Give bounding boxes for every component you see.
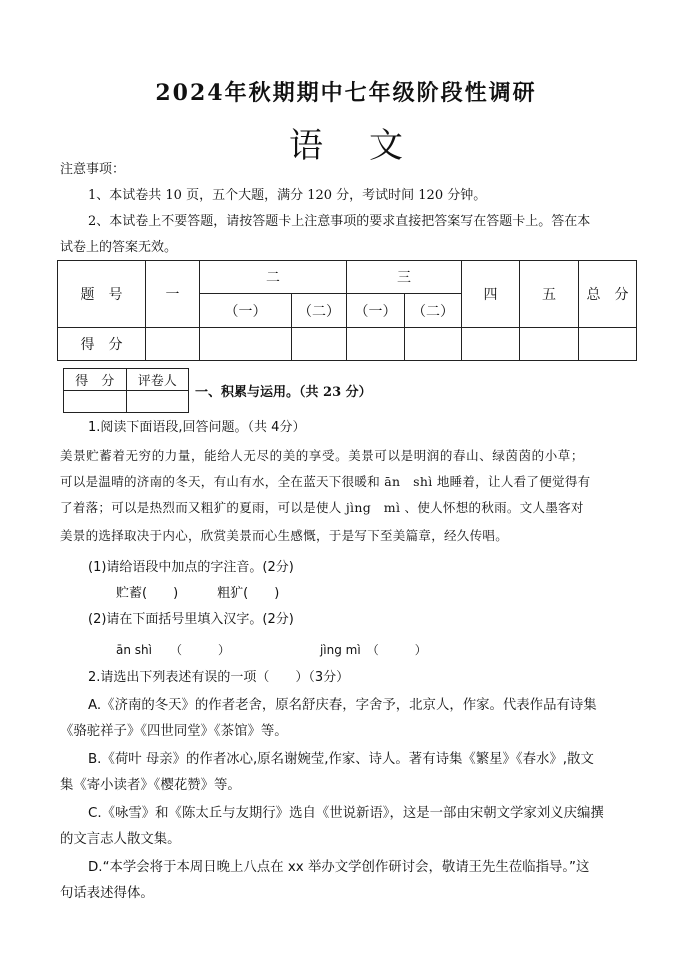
passage-line-3: 了着落；可以是热烈而又粗犷的夏雨，可以是使人 jìng mì 、使人怀想的秋雨。文人墨客对 <box>60 500 584 515</box>
question-1-sub-2-words: ān shì （ ） jìng mì （ ） <box>116 643 427 657</box>
question-1-sub-1-words: 贮蓄( ) 粗犷( ) <box>116 586 280 601</box>
notice-heading: 注意事项： <box>60 162 126 177</box>
grader-name-cell <box>126 391 189 413</box>
score-cell <box>462 328 520 361</box>
section-1-title: 一、积累与运用。（共 23 分） <box>195 385 372 400</box>
grader-score-cell <box>64 391 127 413</box>
notice-item-2: 2、本试卷上不要答题，请按答题卡上注意事项的要求直接把答案写在答题卡上。答在本 <box>88 214 591 229</box>
label-question-number: 题 号 <box>58 261 146 328</box>
col-section-2: 二 <box>200 261 347 294</box>
exam-title: 2024年秋期期中七年级阶段性调研 <box>155 80 537 106</box>
col-section-4: 四 <box>462 261 520 328</box>
grader-label: 评卷人 <box>126 369 189 391</box>
option-d-line-2: 句话表述得体。 <box>60 886 154 901</box>
score-cell <box>405 328 462 361</box>
col-section-3-sub-2: （二） <box>405 294 462 328</box>
score-cell <box>520 328 579 361</box>
option-c-line-2: 的文言志人散文集。 <box>60 832 181 847</box>
col-section-5: 五 <box>520 261 579 328</box>
question-1-sub-2: (2)请在下面括号里填入汉字。(2分) <box>88 612 294 627</box>
notice-item-2-cont: 试卷上的答案无效。 <box>60 240 178 255</box>
score-cell <box>292 328 347 361</box>
score-table <box>57 260 637 361</box>
option-a-line-2: 《骆驼祥子》《四世同堂》《茶馆》等。 <box>60 724 288 739</box>
col-section-3: 三 <box>347 261 462 294</box>
grader-score-label: 得 分 <box>64 369 127 391</box>
col-total: 总 分 <box>579 261 637 328</box>
passage-line-2: 可以是温晴的济南的冬天，有山有水，全在蓝天下很暖和 ān shì 地睡着，让人看了便觉得有 <box>60 474 591 489</box>
col-section-3-sub-1: （一） <box>347 294 405 328</box>
option-b-line-1: B.《荷叶 母亲》的作者冰心,原名谢婉莹,作家、诗人。著有诗集《繁星》《春水》,散文 <box>88 752 594 767</box>
col-section-1: 一 <box>146 261 200 328</box>
subject-title: 语文 <box>289 126 449 166</box>
option-d-line-1: D.“本学会将于本周日晚上八点在 xx 举办文学创作研讨会，敬请王先生莅临指导。”这 <box>88 860 590 875</box>
score-cell <box>200 328 292 361</box>
question-2-stem: 2.请选出下列表述有误的一项（ ）（3分） <box>88 670 350 685</box>
question-1-stem: 1.阅读下面语段,回答问题。（共 4分） <box>88 420 306 435</box>
passage-line-4: 美景的选择取决于内心，欣赏美景而心生感慨，于是写下至美篇章，经久传唱。 <box>60 528 509 543</box>
option-b-line-2: 集《寄小读者》《樱花赞》等。 <box>60 778 241 793</box>
score-cell <box>146 328 200 361</box>
question-1-sub-1: (1)请给语段中加点的字注音。(2分) <box>88 560 294 575</box>
option-c-line-1: C.《咏雪》和《陈太丘与友期行》选自《世说新语》，这是一部由宋朝文学家刘义庆编撰 <box>88 806 604 821</box>
col-section-2-sub-1: （一） <box>200 294 292 328</box>
grader-box <box>63 368 189 413</box>
passage-line-1: 美景贮蓄着无穷的力量，能给人无尽的美的享受。美景可以是明润的春山、绿茵茵的小草； <box>60 448 585 463</box>
notice-item-1: 1、本试卷共 10 页，五个大题，满分 120 分，考试时间 120 分钟。 <box>88 188 487 203</box>
option-a-line-1: A.《济南的冬天》的作者老舍，原名舒庆春，字舍予，北京人，作家。代表作品有诗集 <box>88 698 597 713</box>
col-section-2-sub-2: （二） <box>292 294 347 328</box>
score-cell <box>347 328 405 361</box>
score-cell <box>579 328 637 361</box>
label-score: 得 分 <box>58 328 146 361</box>
